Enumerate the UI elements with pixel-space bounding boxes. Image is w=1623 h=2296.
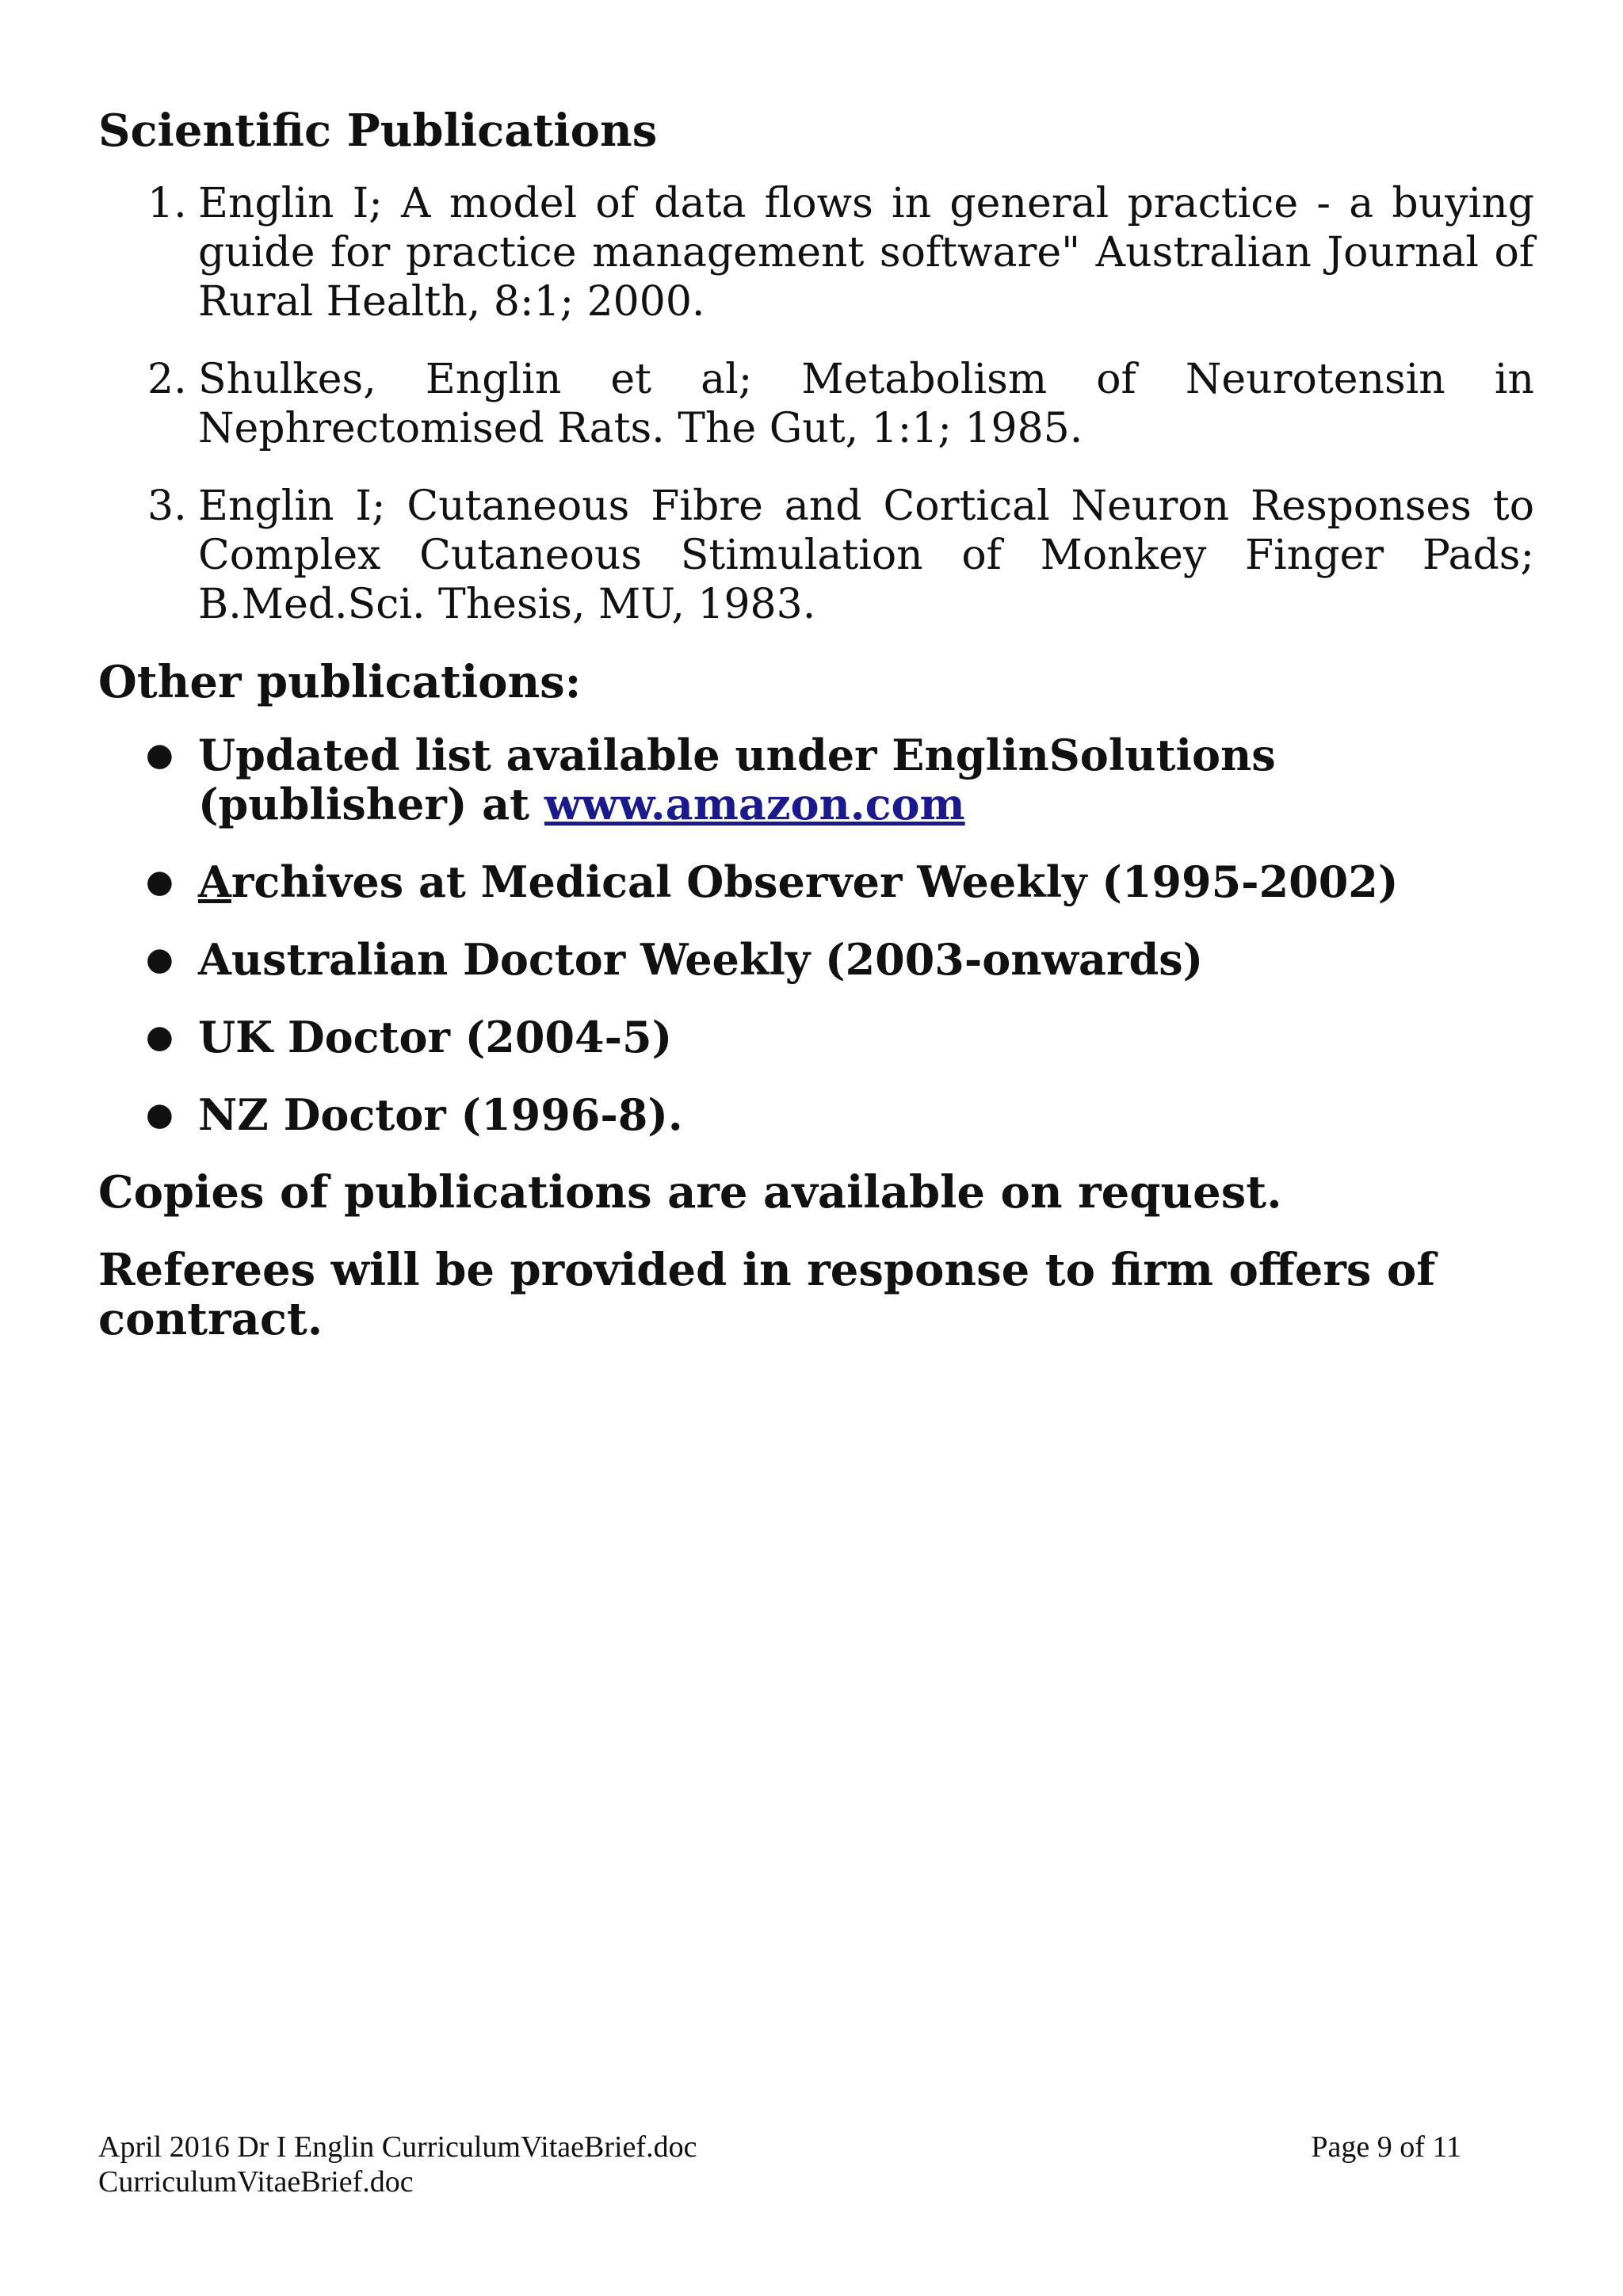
archives-first-letter: A bbox=[198, 856, 231, 907]
australian-doctor-text: Australian Doctor Weekly (2003-onwards) bbox=[198, 934, 1204, 985]
amazon-link[interactable]: www.amazon.com bbox=[544, 779, 965, 830]
list-item bbox=[98, 1013, 1534, 1062]
publication-text: Englin I; A model of data flows in general practice - a buying guide for practice management software" Australian Journal of Rural Health, 8:1; 2000. bbox=[198, 180, 1534, 326]
list-item bbox=[98, 857, 1534, 906]
page-footer bbox=[98, 2130, 1461, 2199]
other-publications-heading: Other publications: bbox=[98, 656, 582, 708]
archives-text: rchives at Medical Observer Weekly (1995-2002) bbox=[231, 856, 1399, 907]
publication-number: 2. bbox=[147, 356, 187, 403]
other-publications-list bbox=[98, 730, 1534, 1139]
list-item bbox=[98, 935, 1534, 984]
publication-number: 1. bbox=[147, 180, 187, 227]
publication-item bbox=[98, 179, 1534, 326]
publication-item bbox=[98, 355, 1534, 453]
copies-statement: Copies of publications are available on request. bbox=[98, 1166, 1282, 1219]
document-page bbox=[98, 106, 1534, 1372]
publication-text: Shulkes, Englin et al; Metabolism of Neurotensin in Nephrectomised Rats. The Gut, 1:1; 1985. bbox=[198, 356, 1534, 452]
list-item bbox=[98, 730, 1534, 829]
bullet-icon: ● bbox=[146, 1096, 174, 1133]
footer-line-1: April 2016 Dr I Englin CurriculumVitaeBrief.doc bbox=[98, 2130, 697, 2164]
uk-doctor-text: UK Doctor (2004-5) bbox=[198, 1012, 673, 1062]
scientific-publications-list bbox=[98, 179, 1534, 629]
publication-text: Englin I; Cutaneous Fibre and Cortical Neuron Responses to Complex Cutaneous Stimulation of Monkey Finger Pads; B.Med.Sci. Thesis, MU, 1983. bbox=[198, 482, 1534, 628]
bullet-icon: ● bbox=[146, 1018, 174, 1055]
nz-doctor-text: NZ Doctor (1996-8). bbox=[198, 1089, 683, 1140]
page-number: Page 9 of 11 bbox=[1311, 2130, 1461, 2164]
amazon-list-text: Updated list available under EnglinSolutions (publisher) at bbox=[198, 730, 1276, 830]
referees-statement: Referees will be provided in response to firm offers of contract. bbox=[98, 1244, 1436, 1345]
publication-item bbox=[98, 482, 1534, 629]
scientific-publications-heading: Scientific Publications bbox=[98, 105, 658, 157]
list-item bbox=[98, 1090, 1534, 1139]
bullet-icon: ● bbox=[146, 863, 174, 900]
publication-number: 3. bbox=[147, 482, 187, 530]
bullet-icon: ● bbox=[146, 940, 174, 978]
bullet-icon: ● bbox=[146, 736, 174, 773]
footer-line-2: CurriculumVitaeBrief.doc bbox=[98, 2165, 414, 2199]
